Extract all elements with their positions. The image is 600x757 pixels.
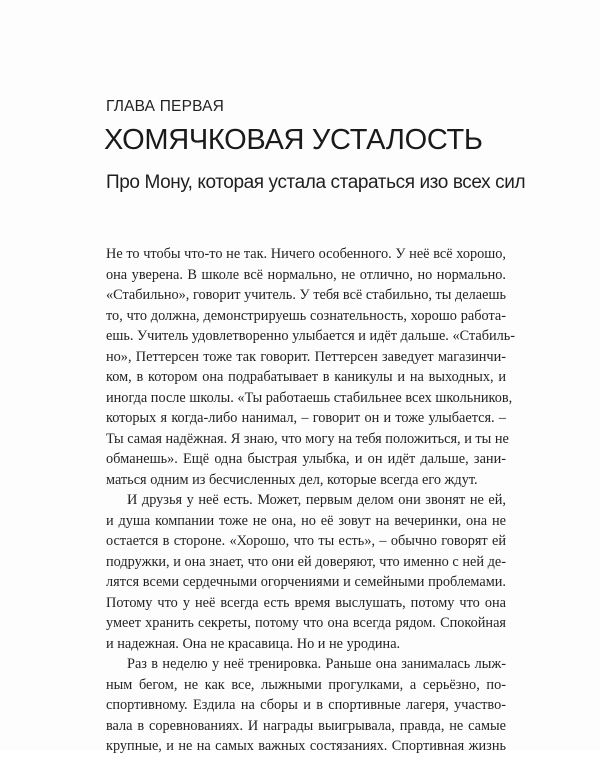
- text-line: вала в соревнованиях. И награды выигрывала, правда, не самые: [106, 717, 506, 734]
- text-line: она уверена. В школе всё нормально, не отлично, но нормально.: [106, 266, 506, 283]
- text-line: остается в стороне. «Хорошо, что ты есть», – обычно говорят ей: [106, 533, 506, 549]
- text-line: крупные, и не на самых важных состязаниях. Спортивная жизнь: [106, 738, 506, 754]
- chapter-title: ХОМЯЧКОВАЯ УСТАЛОСТЬ: [104, 124, 483, 156]
- text-line: и надежная. Она не красавица. Но и не уродина.: [106, 635, 401, 652]
- text-line: но», Петтерсен тоже так говорит. Петтерсен заведует магазинчи-: [106, 348, 506, 365]
- text-line: умеет хранить секреты, потому что она всегда рядом. Спокойная: [106, 615, 506, 631]
- text-line: Не то чтобы что-то не так. Ничего особенного. У неё всё хорошо,: [106, 246, 506, 262]
- text-line: и душа компании тоже не она, но её зовут на вечеринки, она не: [106, 512, 506, 529]
- text-line: Ты самая надёжная. Я знаю, что могу на тебя положиться, и ты не: [106, 430, 509, 447]
- text-line: то, что должна, демонстрируешь сознательность, хорошо работа-: [106, 307, 506, 324]
- text-line: обманешь». Ещё одна быстрая улыбка, и он идёт дальше, зани-: [106, 451, 506, 467]
- text-line: подружки, и она знает, что они ей доверяют, что именно с ней де-: [106, 553, 506, 570]
- text-line: ным бегом, не как все, лыжными прогулками, а серьёзно, по-: [106, 676, 506, 693]
- text-line: которых я когда-либо нанимал, – говорит он и тоже улыбается. –: [106, 410, 506, 426]
- text-line: «Стабильно», говорит учитель. У тебя всё стабильно, ты делаешь: [106, 287, 506, 303]
- text-line: Раз в неделю у неё тренировка. Раньше она занималась лыж-: [127, 656, 506, 672]
- body-text: [106, 244, 516, 757]
- chapter-subtitle: Про Мону, которая устала стараться изо всех сил: [106, 172, 526, 193]
- text-line: Потому что у неё всегда есть время выслушать, потому что она: [106, 594, 506, 611]
- text-line: спортивному. Ездила на сборы и в спортивные лагеря, участво-: [106, 697, 506, 713]
- chapter-label: ГЛАВА ПЕРВАЯ: [106, 98, 225, 115]
- text-line: маться одним из бесчисленных дел, которые всегда его ждут.: [106, 471, 478, 488]
- text-line: лятся всеми сердечными огорчениями и семейными проблемами.: [106, 574, 506, 590]
- text-line: иногда после школы. «Ты работаешь стабильнее всех школьников,: [106, 389, 513, 406]
- text-line: И друзья у неё есть. Может, первым делом они звонят не ей,: [127, 492, 506, 508]
- text-line: ком, в котором она подрабатывает в каникулы и на выходных, и: [106, 369, 506, 385]
- text-line: ешь. Учитель удовлетворенно улыбается и идёт дальше. «Стабиль-: [106, 328, 516, 344]
